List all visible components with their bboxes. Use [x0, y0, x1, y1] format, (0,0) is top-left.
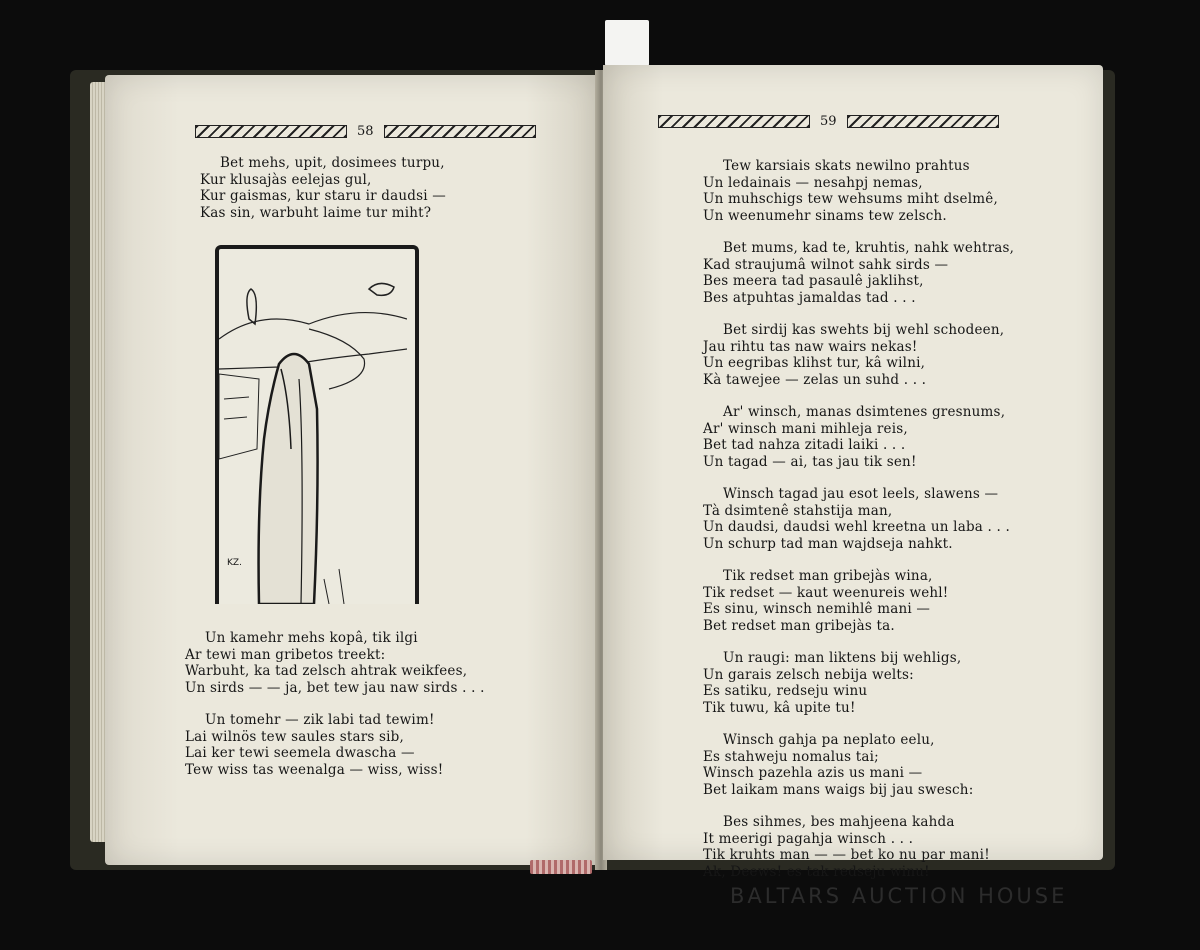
- verse-line: Kà tawejee — zelas un suhd . . .: [703, 371, 927, 388]
- verse-line: Tik tuwu, kâ upite tu!: [703, 699, 856, 716]
- verse-line: Un ledainais — nesahpj nemas,: [703, 174, 923, 191]
- verse-line: Ar' winsch, manas dsimtenes gresnums,: [723, 404, 1006, 420]
- verse-line: Bes meera tad pasaulê jaklihst,: [703, 273, 924, 289]
- verse-line: Ak, Deews! es tak redseju winu!: [703, 863, 930, 880]
- verse-line: Es satiku, redseju winu: [703, 683, 868, 699]
- verse-line: Lai wilnös tew saules stars sib,: [185, 728, 404, 745]
- verse-line: Bet mums, kad te, kruhtis, nahk wehtras,: [723, 240, 1015, 256]
- verse-line: Tik redset — kaut weenureis wehl!: [703, 584, 949, 601]
- verse-line: Un raugi: man liktens bij wehligs,: [723, 650, 962, 666]
- page-number: 58: [357, 123, 374, 139]
- stanza: [703, 814, 1014, 880]
- stanza: [703, 486, 1014, 552]
- verse-line: Un kamehr mehs kopâ, tik ilgi: [205, 630, 418, 646]
- verse-line: Un weenumehr sinams tew zelsch.: [703, 207, 947, 224]
- stanza: [703, 650, 1014, 716]
- ornament-band-icon: [195, 125, 347, 138]
- watermark: BALTARS AUCTION HOUSE: [730, 884, 1068, 908]
- right-page: [603, 65, 1103, 880]
- verse-line: Kur gaismas, kur staru ir daudsi —: [200, 188, 446, 204]
- poem-block: [703, 158, 1014, 896]
- verse-line: Bet tad nahza zitadi laiki . . .: [703, 437, 906, 453]
- verse-line: Es sinu, winsch nemihlê mani —: [703, 601, 931, 617]
- ornament-band-icon: [658, 115, 810, 128]
- stanza: [185, 712, 485, 778]
- figure-at-window-illustration: [219, 249, 407, 604]
- bookmark-ribbon-top: [605, 20, 649, 66]
- left-page-header: [195, 123, 536, 139]
- verse-line: Tik kruhts man — — bet ko nu par mani!: [703, 847, 990, 863]
- left-page: [105, 75, 600, 865]
- illustration: [215, 245, 419, 604]
- verse-line: Un sirds — — ja, bet tew jau naw sirds . . .: [185, 679, 485, 696]
- artist-signature: KZ.: [227, 558, 242, 568]
- stanza: [703, 404, 1014, 470]
- stanza: [703, 240, 1014, 306]
- open-book: [70, 60, 1120, 880]
- verse-line: Jau rihtu tas naw wairs nekas!: [703, 338, 918, 355]
- verse-line: Kas sin, warbuht laime tur miht?: [200, 204, 432, 221]
- verse-line: Warbuht, ka tad zelsch ahtrak weikfees,: [185, 663, 468, 679]
- verse-line: It meerigi pagahja winsch . . .: [703, 830, 914, 847]
- verse-line: Un tomehr — zik labi tad tewim!: [205, 712, 435, 728]
- verse-line: Bet mehs, upit, dosimees turpu,: [220, 155, 445, 171]
- verse-line: Un eegribas klihst tur, kâ wilni,: [703, 355, 926, 371]
- verse-line: Un tagad — ai, tas jau tik sen!: [703, 453, 917, 470]
- verse-line: Kur klusajàs eelejas gul,: [200, 171, 372, 188]
- verse-line: Bet redset man gribejàs ta.: [703, 617, 895, 634]
- stanza: [703, 158, 1014, 224]
- verse-line: Un muhschigs tew wehsums miht dselmê,: [703, 191, 998, 207]
- ornament-band-icon: [847, 115, 999, 128]
- page-number: 59: [820, 113, 837, 129]
- verse-line: Ar tewi man gribetos treekt:: [185, 646, 386, 663]
- stanza: [200, 155, 446, 221]
- verse-line: Un daudsi, daudsi wehl kreetna un laba . . .: [703, 519, 1010, 535]
- verse-line: Tew karsiais skats newilno prahtus: [723, 158, 970, 174]
- verse-line: Winsch gahja pa neplato eelu,: [723, 732, 935, 748]
- stanza: [703, 568, 1014, 634]
- verse-line: Tà dsimtenê stahstija man,: [703, 502, 893, 519]
- verse-line: Winsch pazehla azis us mani —: [703, 765, 923, 781]
- verse-line: Tik redset man gribejàs wina,: [723, 568, 933, 584]
- verse-line: Un garais zelsch nebija welts:: [703, 666, 914, 683]
- verse-line: Bes sihmes, bes mahjeena kahda: [723, 814, 955, 830]
- stanza: [185, 630, 485, 696]
- verse-line: Bes atpuhtas jamaldas tad . . .: [703, 289, 916, 306]
- verse-line: Lai ker tewi seemela dwascha —: [185, 745, 415, 761]
- verse-line: Kad straujumâ wilnot sahk sirds —: [703, 256, 949, 273]
- stanza: [703, 732, 1014, 798]
- verse-line: Un schurp tad man wajdseja nahkt.: [703, 535, 953, 552]
- right-page-header: [658, 113, 999, 129]
- verse-line: Ar' winsch mani mihleja reis,: [703, 420, 908, 437]
- poem-block-bottom: [185, 630, 485, 794]
- bookmark-ribbon-bottom: [530, 860, 592, 874]
- stanza: [703, 322, 1014, 388]
- verse-line: Bet laikam mans waigs bij jau swesch:: [703, 781, 974, 798]
- poem-block-top: [200, 155, 446, 237]
- verse-line: Tew wiss tas weenalga — wiss, wiss!: [185, 761, 444, 778]
- verse-line: Bet sirdij kas swehts bij wehl schodeen,: [723, 322, 1005, 338]
- verse-line: Es stahweju nomalus tai;: [703, 748, 879, 765]
- ornament-band-icon: [384, 125, 536, 138]
- verse-line: Winsch tagad jau esot leels, slawens —: [723, 486, 999, 502]
